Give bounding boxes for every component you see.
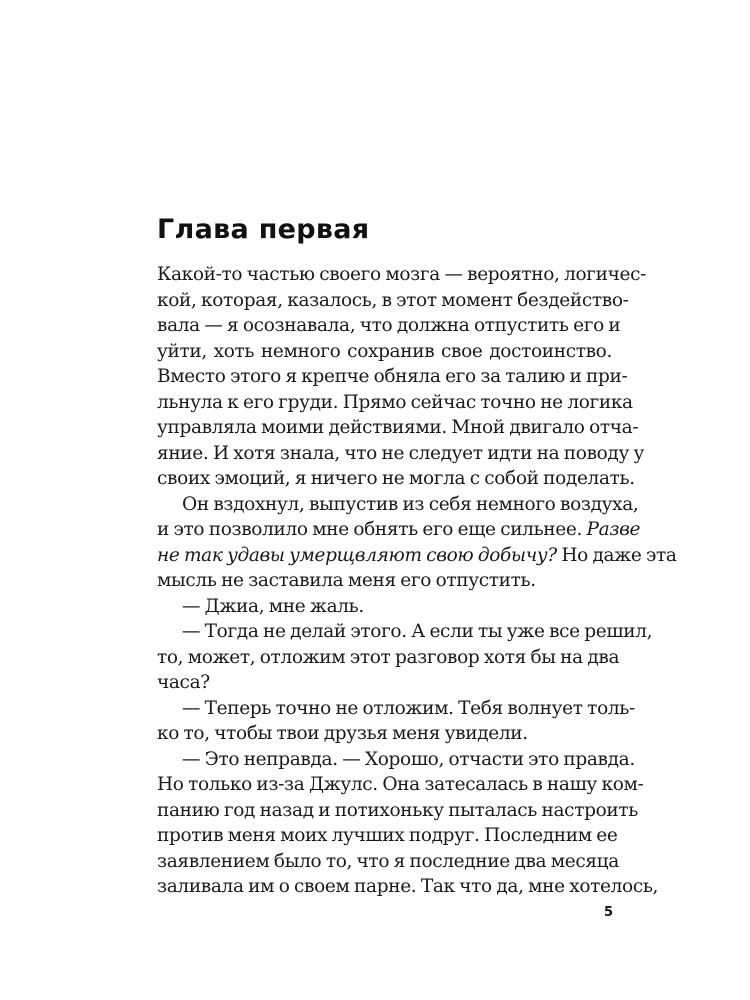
text-line: ко то, чтобы твои друзья меня увидели. xyxy=(157,723,528,744)
text-line: вала — я осознавала, что должна отпустить его и xyxy=(157,315,621,336)
text-line: кой, которая, казалось, в этот момент бездейство- xyxy=(157,289,629,311)
text-line: Но только из-за Джулс. Она затесалась в нашу ком- xyxy=(157,774,644,795)
italic-segment: не так удавы умерщвляют свою добычу? xyxy=(157,544,557,566)
text-segment: Но даже эта xyxy=(556,544,677,566)
text-line: льнула к его груди. Прямо сейчас точно не логика xyxy=(157,391,633,413)
text-line: Он вздохнул, выпустив из себя немного воздуха, xyxy=(182,493,639,515)
text-line: Вместо этого я крепче обняла его за талию и при- xyxy=(157,366,628,387)
text-line: часа? xyxy=(157,672,210,693)
text-line: мысль не заставила меня его отпустить. xyxy=(157,570,536,591)
text-line: панию год назад и потихоньку пыталась настроить xyxy=(157,799,638,821)
text-segment: и это позволило мне обнять его еще сильнее. xyxy=(157,519,587,540)
text-line: против меня моих лучших подруг. Последним ее xyxy=(157,825,618,846)
italic-segment: Разве xyxy=(586,519,641,540)
dialogue-line: — Это неправда. — Хорошо, отчасти это правда. xyxy=(182,748,635,770)
text-line: то, может, отложим этот разговор хотя бы на два xyxy=(157,646,620,668)
chapter-title: Глава первая xyxy=(157,214,370,245)
text-line xyxy=(157,517,641,543)
page-number: 5 xyxy=(604,905,614,920)
text-line: своих эмоций, я ничего не могла с собой поделать. xyxy=(157,468,635,489)
text-line: заливала им о своем парне. Так что да, мне хотелось, xyxy=(157,876,659,897)
dialogue-line: — Теперь точно не отложим. Тебя волнует толь- xyxy=(182,697,635,719)
text-line xyxy=(157,543,677,569)
dialogue-line: — Джиа, мне жаль. xyxy=(182,595,364,617)
text-line: заявлением было то, что я последние два месяца xyxy=(157,850,619,872)
text-line: Какой-то частью своего мозга — вероятно, логичес- xyxy=(157,264,647,285)
text-line: уйти, хоть немного сохранив свое достоинство. xyxy=(157,340,612,362)
text-line: управляла моими действиями. Мной двигало отча- xyxy=(157,417,639,438)
text-line: яние. И хотя знала, что не следует идти на поводу у xyxy=(157,442,645,464)
dialogue-line: — Тогда не делай этого. А если ты уже все решил, xyxy=(182,621,653,642)
body-text xyxy=(157,262,677,900)
